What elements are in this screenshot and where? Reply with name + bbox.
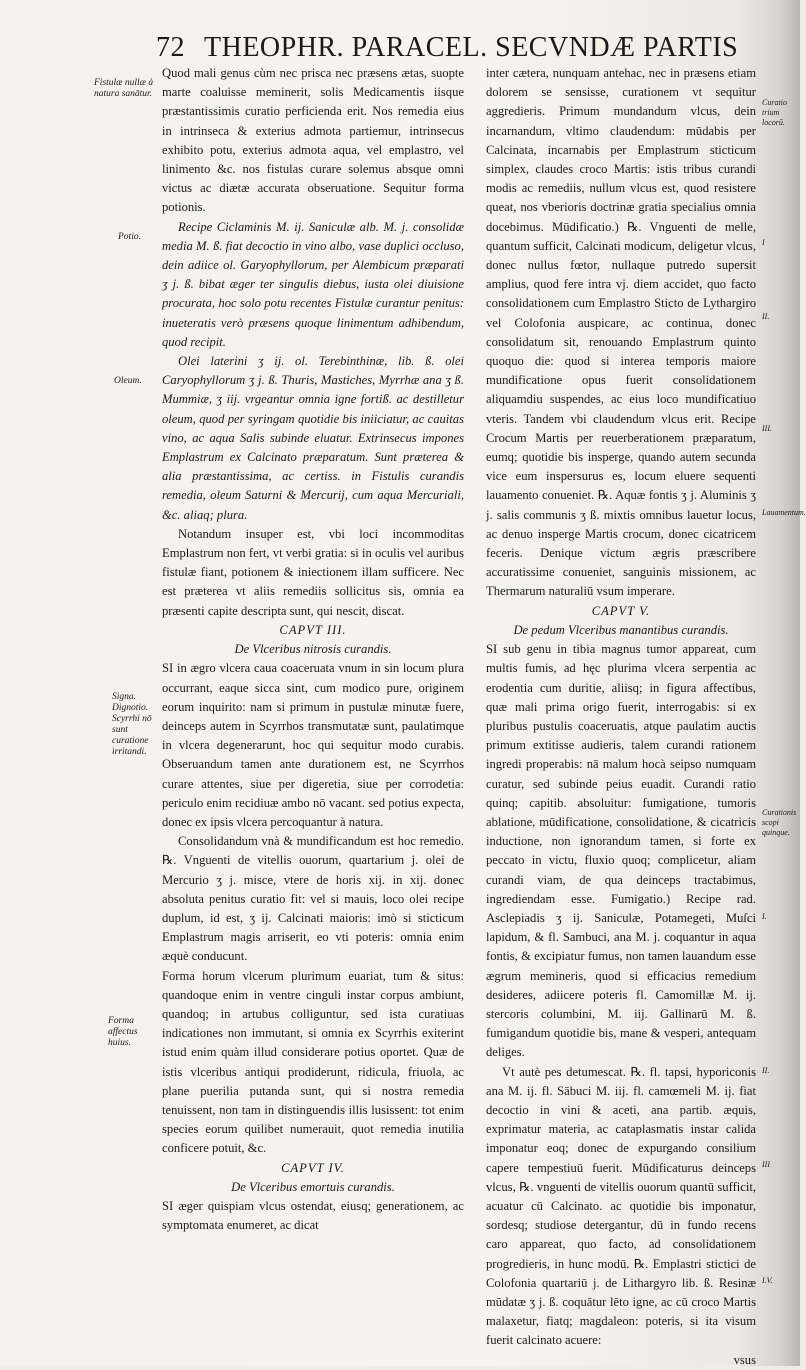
running-title: THEOPHR. PARACEL. SECVNDÆ PARTIS: [204, 32, 739, 63]
page-number: 72: [156, 32, 185, 63]
margin-note-potio: Potio.: [118, 232, 141, 242]
paragraph: Consolidandum vnà & mundificandum est hoc remedio. ℞. Vnguenti de vitellis ouorum, quartarium j. olei de Mercurio ʒ j. misce, vtere de horis xij. in xij. donec absoluta penitus curatio fit: vel si mauis, loco olei recipe duplum, id est, ʒ ij. Calcinati maioris: imò si sticticum Emplastrum magis arriserit, eo vti poteris: omnia enim æquè conducunt.: [162, 834, 464, 964]
paragraph: SI æger quispiam vlcus ostendat, eiusq; generationem, ac symptomata enumeret, ac dicat: [162, 1198, 464, 1233]
left-text-column: [162, 64, 464, 1354]
chapter-subtitle: De Vlceribus nitrosis curandis.: [234, 642, 392, 657]
right-text-column: [486, 64, 756, 1367]
margin-note-roman-iv: I.V.: [762, 1276, 773, 1285]
margin-note-curatio: Curatio trium locorū.: [762, 98, 787, 127]
margin-note-lauamentum: Lauamentum.: [762, 508, 806, 517]
margin-note-roman-1: I: [762, 238, 765, 247]
chapter-heading: CAPVT V.: [591, 603, 651, 618]
paragraph: Quod mali genus cùm nec prisca nec præsens ætas, suopte marte coaluisse meminerit, solis Medicamentis iisque præstantissimis curatio perficienda erit. Nos remedia eius in intrinseca & exterius admota partiemur, intrinsecus exhibito potu, exterius admota aqua, vel emplastro, vel linimento &c. nos fistulas curare solemus absque omni victus ac diætæ accurata obseruatione. Sequitur forma potionis.: [162, 66, 464, 215]
margin-note-roman-2: II.: [762, 312, 770, 321]
margin-note-scopi: Curationis scopi quinque.: [762, 808, 797, 837]
margin-note-fistulae: Fistulæ nullæ à natura sanātur.: [94, 78, 154, 99]
paragraph: Vt autè pes detumescat. ℞. fl. tapsi, hyporiconis ana M. ij. fl. Sābuci M. iij. fl. camœmeli M. ij. fiat decoctio in vini & aceti, ana partib. æquis, exprimatur materia, ac cataplasmatis instar calida imponatur eoq; donec de expurgando consilium capere tempestiuū fuerit. Mūdificaturus deinceps vlcus, ℞. vnguenti de vitellis ouorum quantū sufficit, acuatur cū Calcinato. ac quotidie bis imponatur, sordesq; studiose detergantur, dū in fundo recens caro appareat, quo facto, ad consolidationem progredieris, in hunc modū. ℞. Emplastri stictici de Colofonia quartariū j. de Lithargyro lib. ß. Resinæ mūdatæ ʒ j. ß. coquātur lēto igne, ac cū croco Martis malaxetur, fiatq; magdaleon: poteris, si ita visum fuerit calcinato acuere:: [486, 1064, 756, 1348]
paragraph: SI sub genu in tibia magnus tumor appareat, cum multis fumis, ad hęc plurima vlcera serpentia ac erodentia cum duritie, aliisq; in figura affectibus, quæ mali prima origo fuerit, interrogabis: si ex pluribus pustulis coaceruatis, atque paulatim auctis primum extitisse audieris, talem curandi rationem ingredi properabis: nā malum hocà seipso numquam curatur, sed subinde peius euadit. Curandi ratio quinq; capitib. absoluitur: fumigatione, tumoris ablatione, mūdificatione, consolidatione, & cicatricis inductione, non ignorandum tamen, si forte ex peccato in victu, fluxio quoq; complicetur, aliam curandi viam, de qua deinceps tractabimus, ingrediendam esse. Fumigatio.) Recipe rad. Asclepiadis ʒ ij. Saniculæ, Potamegeti, Muſci lapidum, & fl. Sambuci, ana M. j. coquantur in aqua fontis, & excipiatur fumus, non tamen lauandum esse ægrum memineris, quod si efficacius remedium desideres, adiicere poteris fl. Camomillæ M. ij. stercoris columbini, M. iij. Gallinarū M. ß. fumigandum quotidie bis, mane & vesperi, antequam deliges.: [486, 642, 756, 1060]
chapter-subtitle: De Vlceribus emortuis curandis.: [231, 1179, 395, 1194]
margin-note-roman-iii: III: [762, 1160, 770, 1169]
chapter-heading: CAPVT III.: [279, 622, 347, 637]
chapter-heading: CAPVT IV.: [281, 1160, 345, 1175]
margin-note-roman-i: I.: [762, 912, 767, 921]
recipe-paragraph: Olei laterini ʒ ij. ol. Terebinthinæ, lib. ß. olei Caryophyllorum ʒ j. ß. Thuris, Mastiches, Myrrhæ ana ʒ ß. Mummiæ, ʒ iij. vrgeantur omnia igne fortiß. ac destilletur oleum, quod per syringam quotidie bis iniiciatur, ac cauitas vino, ac aqua Salis subinde eluatur. Extrinsecus impones Emplastrum ex Calcinato præparatum. Sunt præterea & alia præstantissima, ac certiss. in Fistulis curandis remedia, oleum Saturni & Mercurij, cum aqua Mercuriali, &c. aliaq; plura.: [162, 354, 464, 522]
margin-note-signa: Signa. Dignotio. Scyrrhi nō sunt curatione irritandi.: [112, 692, 152, 757]
recipe-paragraph: Recipe Ciclaminis M. ij. Saniculæ alb. M. j. consolidæ media M. ß. fiat decoctio in vino albo, vase duplici occluso, dein adiice ol. Garyophyllorum, per Alembicum præparati ʒ j. ß. bibat æger ter singulis diebus, iusta olei diuisione procurata, hoc solo potu recentes Fistulæ curantur penitus: inueteratis verò præsens quoque linimentum adhibendum, quod recipit.: [162, 219, 464, 349]
chapter-subtitle: De pedum Vlceribus manantibus curandis.: [513, 622, 729, 637]
paragraph: Forma horum vlcerum plurimum euariat, tum & situs: quandoque enim in ventre cinguli instar corpus ambiunt, quandoq; in artubus colliguntur, sed ista curatiuas indicationes non immutant, si omnia ex Scyrrhis exiterint istud enim quàm illud considerare potius oportet. Quæ de istis vlceribus antiqui prodiderunt, ridicula, friuola, ac plane puerilia putanda sunt, qui si nostra remedia tenuissent, non tam in distinguendis illis lusissent: tot enim species eorum quilibet numerauit, quot remedia inutilia conficere potuit, &c.: [162, 968, 464, 1156]
running-head: [156, 32, 756, 66]
paragraph: SI in ægro vlcera caua coaceruata vnum in sin locum plura occurrant, eaque sicca sint, cum modico pure, originem eorum inquirito: nam si primum in pustulæ minutæ fuere, deinceps autem in Scyrrhos transmutatæ sunt, paulatimque in vlcera degenerarunt, hoc qui sequitur modo curabis. Obseruandum tamen ante durationem est, ne Scyrrhos curare attentes, siue per digeretia, siue per corrodetia: periculo enim recidiuæ ambo nō vacant. sed potius expecta, donec ex ipsis vlcera percoquantur à natura.: [162, 661, 464, 829]
paragraph: Notandum insuper est, vbi loci incommoditas Emplastrum non fert, vt verbi gratia: si in oculis vel auribus fistulæ fiant, potionem & iniectionem illam sufficere. Nec est prætereа vt aliis remediis sollicitus sis, omnia ea præsenti capite descripta sunt, qui nescit, discat.: [162, 526, 464, 618]
margin-note-forma: Forma affectus huius.: [108, 1016, 138, 1048]
margin-note-roman-ii: II.: [762, 1066, 770, 1075]
margin-note-oleum: Oleum.: [114, 376, 142, 386]
margin-note-roman-3: III.: [762, 424, 772, 433]
paragraph: inter cætera, nunquam antehac, nec in præsens etiam dolorem se sensisse, curationem vt sequitur aggredieris. Primum mundandum vlcus, dein incarnandum, vltimo claudendum: mūdabis per Calcinata, incarnabis per Emplastrum sticticum simplex, claudes croco Martis: istis tribus curandi modis ac remediis, nullum vlcus est, quod resistere queat, nos vberioris doctrinæ gratia specialius omnia docebimus. Mūdificatio.) ℞. Vnguenti de melle, quantum sufficit, Calcinati modicum, deligetur vlcus, donec nullus fœtor, nullaque putredo supersit amplius, quod fere intra vj. diem accidet, quo facto consolidationem cum Emplastro Sticto de Lythargiro vel Colofonia auspicare, ac continua, donec consolidatum sit, renouando Emplastrum quinto quoquo die: quod si interea temporis maiore mundificatione opus fuerit consolidationem aliquamdiu suspendes, ac eius loco mundificatiuo vteris. Tandem vbi claudendum vlcus erit. Recipe Crocum Martis per reuerberationem præparatum, eumq; quotidie bis insperge, quando autem secunda vice eum inspersurus es, locum eluere sequenti lauamento conueniet. ℞. Aquæ fontis ʒ j. Aluminis ʒ j. salis communis ʒ ß. mixtis omnibus lauetur locus, ac denuo insperge Martis crocum, donec cicatricem feceris. Denique victum ægris præscribere accuratissime conueniet, sanguinis missionem, ac Thermarum naturaliū vsum imperare.: [486, 66, 756, 599]
catchword: vsus: [733, 1352, 756, 1367]
